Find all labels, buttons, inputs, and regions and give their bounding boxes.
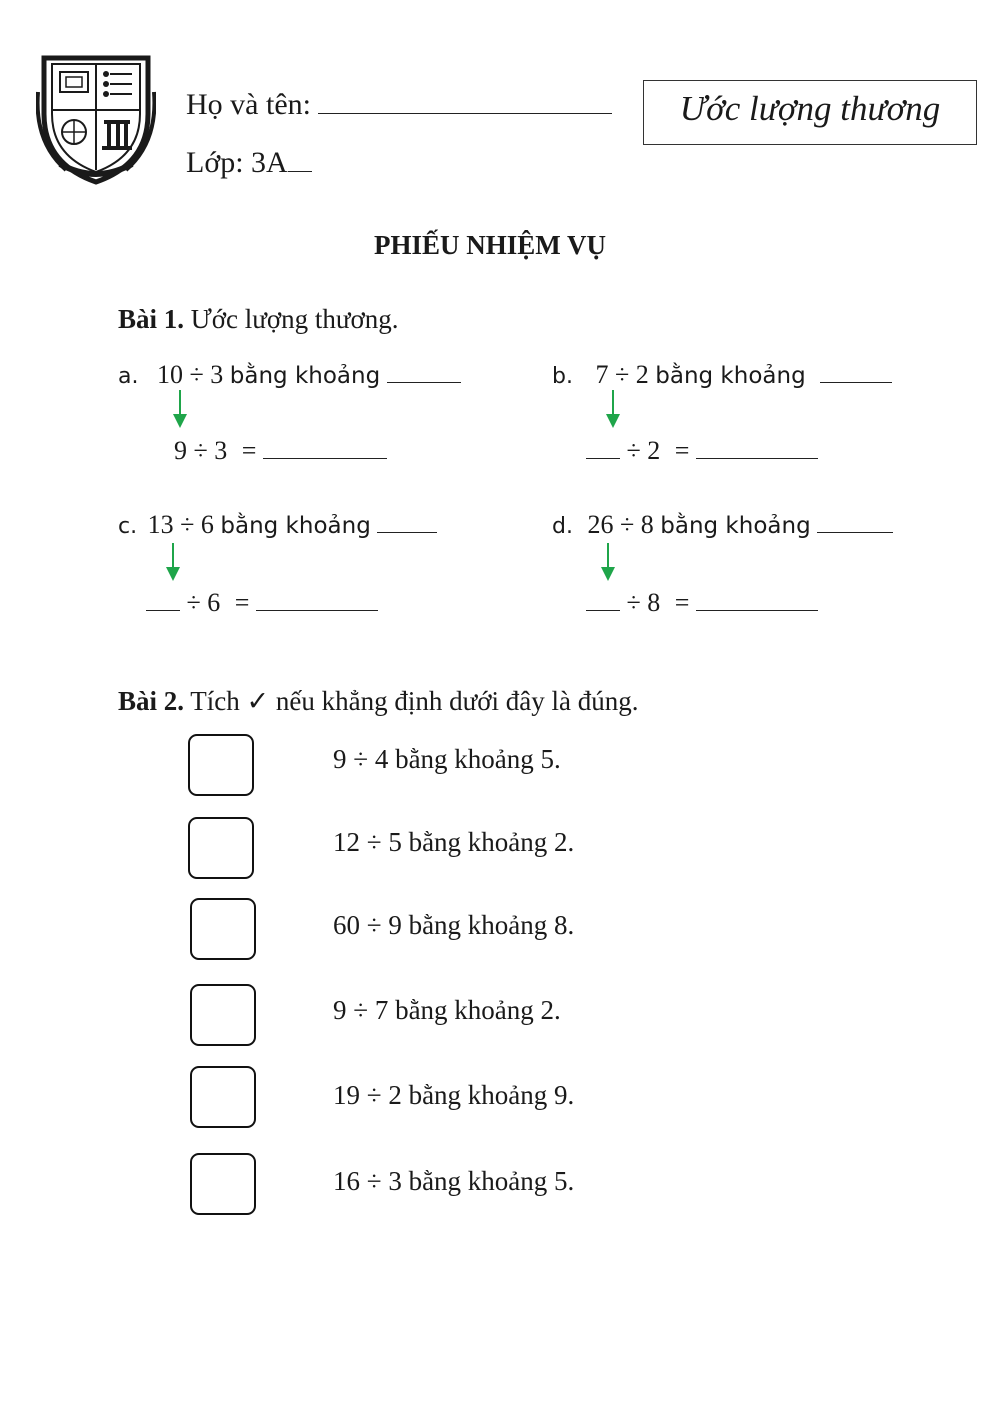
exercise1-instruction: Ước lượng thương. — [190, 304, 399, 334]
down-arrow-icon — [601, 543, 615, 583]
problem-expression: 26 ÷ 8 — [587, 510, 654, 539]
answer-blank[interactable] — [820, 382, 892, 383]
problem-letter: c. — [118, 514, 138, 539]
equals-sign: = — [674, 436, 690, 465]
problem-letter: b. — [552, 364, 573, 389]
problem-phrase: bằng khoảng — [655, 363, 806, 389]
equals-sign: = — [674, 588, 690, 617]
approx-divisor: ÷ 8 — [626, 588, 661, 617]
equals-sign: = — [241, 436, 257, 465]
approx-dividend: 9 — [174, 436, 187, 465]
problem-d — [552, 510, 893, 540]
statement-6: 16 ÷ 3 bằng khoảng 5. — [333, 1166, 575, 1196]
result-blank[interactable] — [263, 458, 387, 459]
dividend-blank[interactable] — [586, 458, 620, 459]
class-blank[interactable] — [288, 171, 312, 172]
check-box-3[interactable] — [190, 898, 256, 960]
class-field[interactable] — [186, 146, 312, 180]
problem-a — [118, 360, 461, 390]
check-box-5[interactable] — [190, 1066, 256, 1128]
down-arrow-icon — [166, 543, 180, 583]
result-blank[interactable] — [696, 610, 818, 611]
problem-phrase: bằng khoảng — [229, 363, 381, 389]
exercise2-instruction: Tích ✓ nếu khẳng định dưới đây là đúng. — [190, 686, 639, 716]
check-box-4[interactable] — [190, 984, 256, 1046]
approx-b — [586, 436, 818, 466]
page-title: PHIẾU NHIỆM VỤ — [373, 230, 607, 260]
exercise2-heading — [118, 686, 638, 717]
statement-2: 12 ÷ 5 bằng khoảng 2. — [333, 827, 575, 857]
school-crest-logo — [36, 52, 156, 186]
dividend-blank[interactable] — [146, 610, 180, 611]
approx-c — [146, 588, 378, 618]
problem-expression: 10 ÷ 3 — [156, 360, 224, 389]
result-blank[interactable] — [696, 458, 818, 459]
statement-4: 9 ÷ 7 bằng khoảng 2. — [333, 995, 561, 1025]
down-arrow-icon — [606, 390, 620, 430]
class-label: Lớp: — [186, 146, 244, 179]
answer-blank[interactable] — [387, 382, 461, 383]
problem-phrase: bằng khoảng — [220, 513, 371, 539]
equals-sign: = — [234, 588, 250, 617]
name-label: Họ và tên: — [186, 88, 311, 121]
problem-phrase: bằng khoảng — [660, 513, 811, 539]
approx-a — [174, 436, 387, 466]
check-box-1[interactable] — [188, 734, 254, 796]
answer-blank[interactable] — [377, 532, 437, 533]
approx-d — [586, 588, 818, 618]
result-blank[interactable] — [256, 610, 378, 611]
dividend-blank[interactable] — [586, 610, 620, 611]
class-value: 3A — [251, 146, 288, 179]
statement-1: 9 ÷ 4 bằng khoảng 5. — [333, 744, 561, 774]
problem-c — [118, 510, 437, 540]
topic-box — [643, 80, 977, 145]
approx-divisor: ÷ 3 — [193, 436, 228, 465]
exercise1-heading — [118, 304, 399, 335]
down-arrow-icon — [173, 390, 187, 430]
check-box-6[interactable] — [190, 1153, 256, 1215]
name-field[interactable] — [186, 88, 612, 122]
problem-expression: 13 ÷ 6 — [147, 510, 214, 539]
topic-title: Ước lượng thương — [679, 89, 941, 128]
problem-letter: a. — [118, 364, 139, 389]
answer-blank[interactable] — [817, 532, 893, 533]
name-blank[interactable] — [318, 113, 612, 114]
approx-divisor: ÷ 2 — [626, 436, 661, 465]
statement-3: 60 ÷ 9 bằng khoảng 8. — [333, 910, 575, 940]
problem-letter: d. — [552, 514, 573, 539]
statement-5: 19 ÷ 2 bằng khoảng 9. — [333, 1080, 575, 1110]
check-box-2[interactable] — [188, 817, 254, 879]
problem-expression: 7 ÷ 2 — [595, 360, 649, 389]
problem-b — [552, 360, 892, 390]
exercise2-label: Bài 2. — [118, 686, 185, 716]
approx-divisor: ÷ 6 — [186, 588, 221, 617]
exercise1-label: Bài 1. — [118, 304, 185, 334]
